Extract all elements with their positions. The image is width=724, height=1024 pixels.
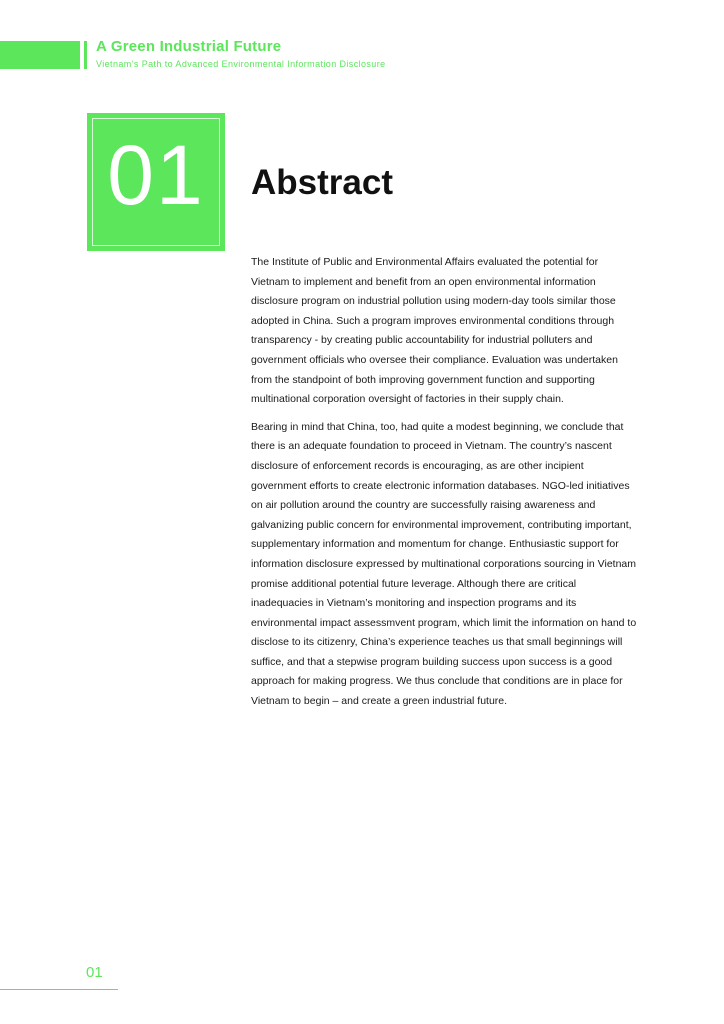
section-title: Abstract <box>251 163 393 202</box>
chapter-number-box <box>87 113 225 251</box>
abstract-paragraph: The Institute of Public and Environmental Affairs evaluated the potential for Vietnam to implement and benefit from an open environmental information disclosure program on industrial pollution using modern-day tools similar those adopted in China. Such a program improves environmental conditions through transparency - by creating public accountability for industrial polluters and government officials who oversee their compliance. Evaluation was undertaken from the standpoint of both improving government function and supporting multinational corporation oversight of factories in their supply chain. <box>251 256 618 406</box>
page-number: 01 <box>86 964 103 981</box>
abstract-body <box>251 253 637 720</box>
header-divider <box>84 41 87 69</box>
abstract-paragraph: Bearing in mind that China, too, had quite a modest beginning, we conclude that there is an adequate foundation to proceed in Vietnam. The country’s nascent disclosure of enforcement records is encouraging, as are other incipient government efforts to create electronic information databases. NGO-led initiatives on air pollution around the country are successfully raising awareness and galvanizing public concern for environmental improvement, contributing important, supplementary information and momentum for change. Enthusiastic support for information disclosure expressed by multinational corporations sourcing in Vietnam promise additional potential future leverage. Although there are critical inadequacies in Vietnam’s monitoring and inspection programs and its environmental impact assessmvent program, which limit the information on hand to disclose to its citizenry, China’s experience teaches us that small beginnings will suffice, and that a stepwise program building success upon success is a good approach for making progress. We thus conclude that conditions are in place for Vietnam to begin – and create a green industrial future. <box>251 420 637 708</box>
footer-divider <box>0 989 118 990</box>
document-title: A Green Industrial Future <box>96 38 282 55</box>
chapter-number: 01 <box>107 128 205 222</box>
document-subtitle: Vietnam’s Path to Advanced Environmental Information Disclosure <box>96 59 386 69</box>
header-accent-bar <box>0 41 80 69</box>
